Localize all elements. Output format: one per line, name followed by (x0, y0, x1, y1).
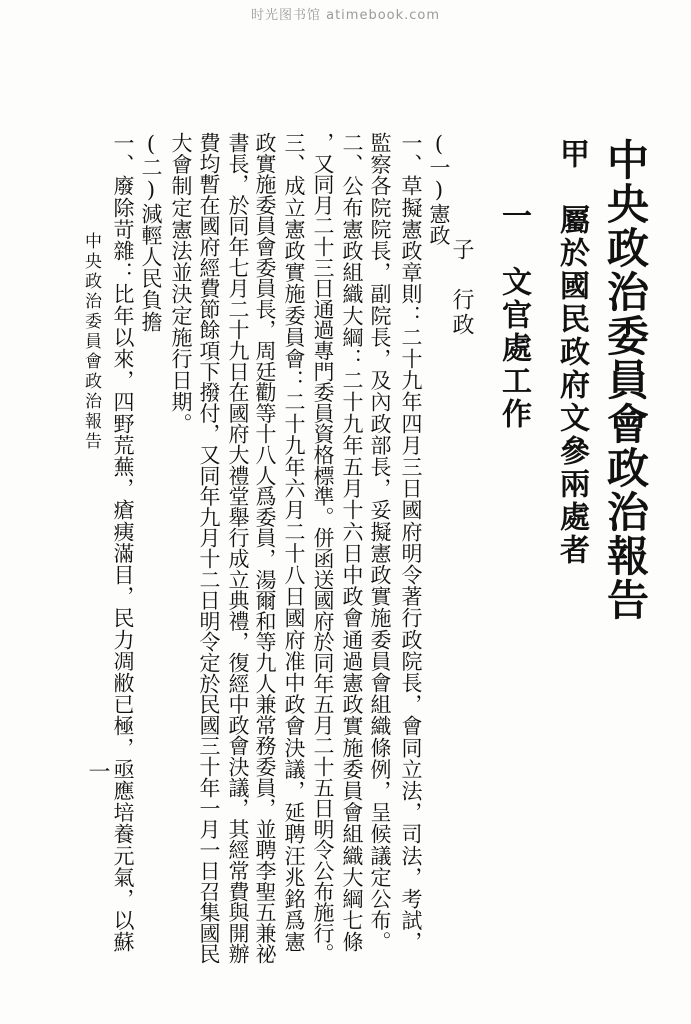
text-column-1: 一、草擬憲政章則：二十九年四月三日國府明令著行政院長，會同立法，司法，考試， (399, 132, 423, 953)
watermark-text: 时光图书馆 atimebook.com (250, 8, 441, 23)
text-column-6: 政實施委員會委員長，周廷勸等十八人爲委員，湯爾和等九人兼常務委員，並聘李聖五兼祕 (253, 132, 277, 965)
running-footer-title: 中央政治委員會政治報告 (81, 232, 101, 452)
text-column-9: 大會制定憲法並決定施行日期。 (169, 132, 193, 435)
text-column-5: 三、成立憲政實施委員會：二十九年六月二十八日國府准中政會決議，延聘汪兆銘爲憲 (282, 132, 306, 953)
page-number: 一 (85, 760, 110, 782)
section-heading-one: 一 文官處工作 (496, 200, 531, 431)
heading-reduce-burden: (二)減輕人民負擔 (139, 132, 163, 333)
text-column-10: 一、廢除苛雜：比年以來，四野荒蕪，瘡痍滿目，民力凋敝已極，亟應培養元氣，以蘇 (111, 132, 135, 953)
report-title: 中央政治委員會政治報告 (601, 138, 650, 622)
section-heading-jia: 甲 屬於國民政府文參兩處者 (554, 138, 589, 567)
text-column-4: ，又同月二十三日通過專門委員資格標準。併函送國府於同年五月二十五日明令公布施行。 (311, 132, 335, 965)
subsection-heading-zi: 子 行政 (449, 238, 474, 338)
heading-constitutional-government: (一)憲政 (427, 132, 451, 246)
text-column-7: 書長，於同年七月二十九日在國府大禮堂舉行成立典禮，復經中政會決議，其經常費與開辦 (226, 132, 250, 965)
text-column-2: 監察各院院長，副院長，及內政部長，妥擬憲政實施委員會組織條例，呈候議定公布。 (368, 132, 392, 953)
text-column-3: 二、公布憲政組織大綱：二十九年五月十六日中政會通過憲政實施委員會組織大綱七條 (340, 132, 364, 953)
text-column-8: 費均暫在國府經費節餘項下撥付，又同年九月十二日明令定於民國三十年一月一日召集國民 (197, 132, 221, 965)
